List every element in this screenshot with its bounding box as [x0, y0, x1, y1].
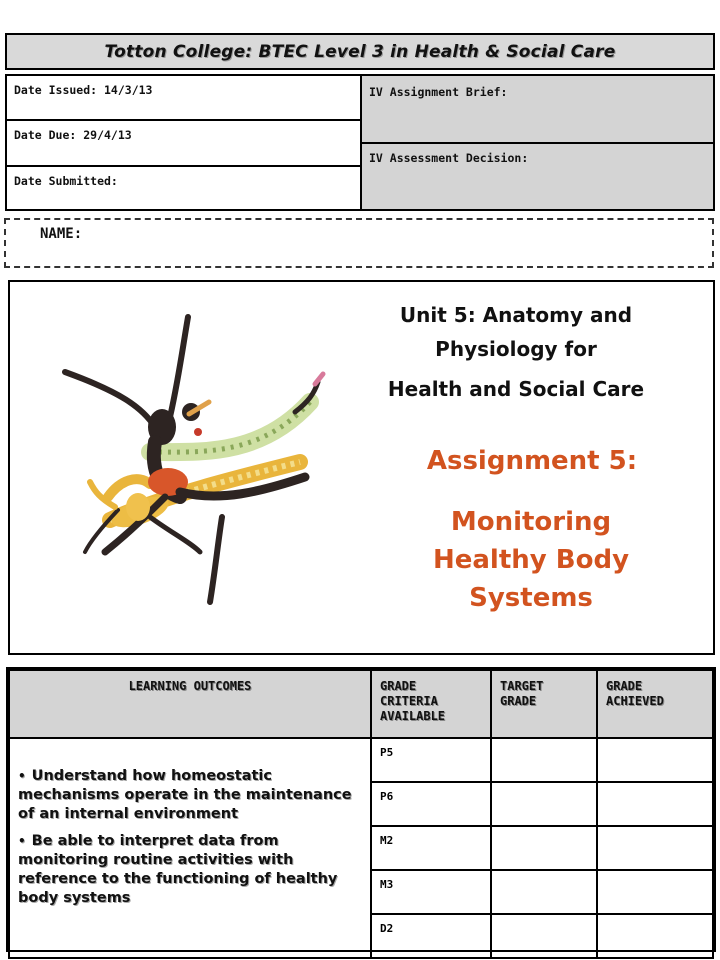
target-grade-cell[interactable]: [491, 782, 597, 826]
date-due: Date Due: 29/4/13: [14, 128, 132, 142]
table-header-row: [9, 670, 713, 738]
list-item: • Understand how homeostatic mechanisms operate in the maintenance of an internal environment: [18, 768, 352, 822]
criterion-m3: M3: [380, 878, 394, 891]
unit-title-line3: Health and Social Care: [387, 377, 645, 401]
iv-panel: [360, 76, 713, 209]
criterion-p5: P5: [380, 746, 394, 759]
assignment-number: Assignment 5:: [426, 446, 638, 476]
date-submitted-cell[interactable]: [7, 167, 360, 209]
iv-assessment-decision: IV Assessment Decision:: [369, 151, 529, 165]
date-due-cell: [7, 121, 360, 167]
grade-achieved-cell[interactable]: [597, 738, 713, 782]
name-field[interactable]: [4, 218, 714, 268]
header-title: Totton College: BTEC Level 3 in Health & Social Care: [104, 41, 616, 62]
learning-outcomes-cell: [9, 738, 371, 958]
header-target-grade: TARGET GRADE: [491, 670, 597, 738]
header-grade-achieved: GRADE ACHIEVED: [597, 670, 713, 738]
college-header: [5, 33, 715, 70]
date-issued-cell: [7, 76, 360, 121]
date-issued: Date Issued: 14/3/13: [14, 83, 153, 97]
name-label: NAME:: [40, 226, 83, 242]
unit-title-line2: Physiology for: [435, 337, 597, 361]
outcomes-table: [6, 667, 716, 952]
dancers-illustration: [50, 302, 350, 632]
assignment-title: [365, 503, 697, 617]
list-item: • Be able to interpret data from monitoring routine activities with reference to the functioning of healthy body systems: [18, 833, 338, 906]
iv-divider: [362, 142, 713, 144]
target-grade-cell[interactable]: [491, 738, 597, 782]
criterion-d2: D2: [380, 922, 394, 935]
date-submitted: Date Submitted:: [14, 174, 118, 188]
target-grade-cell[interactable]: [491, 914, 597, 958]
grade-achieved-cell[interactable]: [597, 826, 713, 870]
assignment-title-line1: Monitoring: [450, 507, 612, 537]
criterion-p6: P6: [380, 790, 394, 803]
unit-title-line1: Unit 5: Anatomy and: [399, 303, 633, 327]
criterion-m2: M2: [380, 834, 394, 847]
grade-achieved-cell[interactable]: [597, 782, 713, 826]
header-grade-criteria: GRADE CRITERIA AVAILABLE: [371, 670, 491, 738]
target-grade-cell[interactable]: [491, 826, 597, 870]
dates-panel: [5, 74, 715, 211]
table-row: [9, 738, 713, 782]
title-panel: [8, 280, 715, 655]
grade-achieved-cell[interactable]: [597, 870, 713, 914]
target-grade-cell[interactable]: [491, 870, 597, 914]
header-learning-outcomes: LEARNING OUTCOMES: [9, 670, 371, 738]
grade-achieved-cell[interactable]: [597, 914, 713, 958]
assignment-title-line3: Systems: [469, 583, 593, 613]
iv-assignment-brief: IV Assignment Brief:: [369, 85, 508, 99]
unit-title: [350, 298, 682, 406]
assignment-title-line2: Healthy Body: [432, 545, 630, 575]
